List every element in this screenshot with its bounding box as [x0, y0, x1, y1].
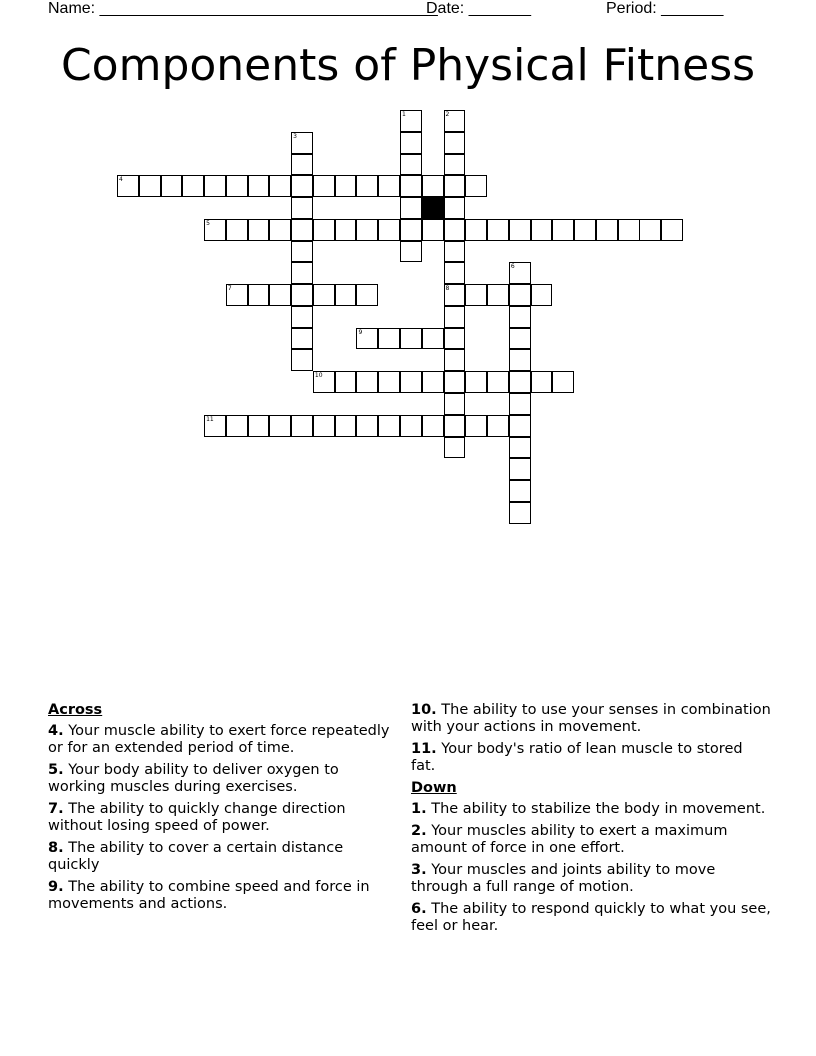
clue-number: 2.	[411, 823, 427, 839]
grid-cell[interactable]	[444, 219, 466, 241]
cell-number: 9	[358, 328, 363, 336]
grid-cell[interactable]	[639, 219, 661, 241]
grid-cell[interactable]	[291, 306, 313, 328]
grid-cell[interactable]	[356, 284, 378, 306]
clue-text: Your muscles ability to exert a maximum amount of force in one effort.	[411, 823, 728, 856]
grid-cell[interactable]	[444, 241, 466, 263]
grid-cell[interactable]	[269, 219, 291, 241]
clue-down-6	[411, 901, 771, 935]
grid-cell[interactable]	[313, 371, 335, 393]
grid-cell[interactable]	[531, 284, 553, 306]
clue-across-5	[48, 762, 393, 796]
clue-text: Your body's ratio of lean muscle to stored fat.	[411, 741, 743, 774]
grid-cell[interactable]	[444, 349, 466, 371]
grid-cell[interactable]	[444, 197, 466, 219]
grid-cell[interactable]	[400, 415, 422, 437]
clue-down-2	[411, 823, 771, 857]
clue-across-8	[48, 840, 393, 874]
grid-cell[interactable]	[552, 219, 574, 241]
grid-cell[interactable]	[509, 262, 531, 284]
down-heading: Down	[411, 780, 457, 796]
grid-cell[interactable]	[444, 154, 466, 176]
grid-cell[interactable]	[226, 415, 248, 437]
grid-cell[interactable]	[487, 284, 509, 306]
grid-cell[interactable]	[531, 219, 553, 241]
grid-cell[interactable]	[444, 393, 466, 415]
grid-cell[interactable]	[509, 284, 531, 306]
grid-cell[interactable]	[422, 175, 444, 197]
grid-cell[interactable]	[182, 175, 204, 197]
grid-cell[interactable]	[291, 197, 313, 219]
grid-cell[interactable]	[552, 371, 574, 393]
date-field-label[interactable]: Date: _______	[426, 0, 531, 17]
grid-cell[interactable]	[422, 328, 444, 350]
grid-cell[interactable]	[248, 415, 270, 437]
grid-cell[interactable]	[248, 175, 270, 197]
grid-cell[interactable]	[574, 219, 596, 241]
grid-block	[422, 197, 444, 219]
grid-cell[interactable]	[465, 415, 487, 437]
grid-cell[interactable]	[291, 241, 313, 263]
clue-number: 5.	[48, 762, 64, 778]
grid-cell[interactable]	[509, 371, 531, 393]
grid-cell[interactable]	[509, 393, 531, 415]
grid-cell[interactable]	[531, 371, 553, 393]
cell-number: 6	[510, 263, 515, 271]
period-field-label[interactable]: Period: _______	[606, 0, 724, 17]
grid-cell[interactable]	[444, 262, 466, 284]
grid-cell[interactable]	[465, 219, 487, 241]
grid-cell[interactable]	[509, 349, 531, 371]
grid-cell[interactable]	[378, 371, 400, 393]
cell-number: 2	[445, 111, 450, 118]
grid-cell[interactable]	[400, 328, 422, 350]
grid-cell[interactable]	[313, 415, 335, 437]
cell-number: 7	[227, 285, 232, 293]
grid-cell[interactable]	[509, 219, 531, 241]
clue-number: 6.	[411, 901, 427, 917]
grid-cell[interactable]	[509, 437, 531, 459]
grid-cell[interactable]	[509, 480, 531, 502]
clue-across-11	[411, 741, 771, 775]
grid-cell[interactable]	[400, 175, 422, 197]
grid-cell[interactable]	[269, 415, 291, 437]
clue-text: The ability to combine speed and force in movements and actions.	[48, 879, 370, 912]
grid-cell[interactable]	[422, 415, 444, 437]
clue-number: 3.	[411, 862, 427, 878]
grid-cell[interactable]	[139, 175, 161, 197]
grid-cell[interactable]	[161, 175, 183, 197]
cell-number: 3	[293, 132, 297, 140]
cell-number: 5	[206, 219, 210, 227]
grid-cell[interactable]	[335, 371, 357, 393]
grid-cell[interactable]	[291, 132, 313, 154]
grid-cell[interactable]	[378, 219, 400, 241]
grid-cell[interactable]	[509, 306, 531, 328]
grid-cell[interactable]	[509, 328, 531, 350]
grid-cell[interactable]	[291, 284, 313, 306]
grid-cell[interactable]	[509, 458, 531, 480]
grid-cell[interactable]	[356, 219, 378, 241]
grid-cell[interactable]	[335, 415, 357, 437]
grid-cell[interactable]	[509, 502, 531, 524]
name-field-label[interactable]: Name: ______________________________________	[48, 0, 438, 17]
grid-cell[interactable]	[335, 175, 357, 197]
grid-cell[interactable]	[661, 219, 683, 241]
grid-cell[interactable]	[291, 175, 313, 197]
grid-cell[interactable]	[444, 415, 466, 437]
grid-cell[interactable]	[465, 284, 487, 306]
grid-cell[interactable]	[465, 175, 487, 197]
across-heading: Across	[48, 702, 103, 718]
grid-cell[interactable]	[444, 371, 466, 393]
clue-down-1	[411, 801, 771, 818]
grid-cell[interactable]	[596, 219, 618, 241]
grid-cell[interactable]	[444, 306, 466, 328]
clue-number: 1.	[411, 801, 427, 817]
grid-cell[interactable]	[400, 371, 422, 393]
grid-cell[interactable]	[335, 284, 357, 306]
clue-number: 10.	[411, 702, 437, 718]
grid-cell[interactable]	[291, 262, 313, 284]
grid-cell[interactable]	[444, 437, 466, 459]
grid-cell[interactable]	[400, 132, 422, 154]
cell-number: 1	[402, 111, 406, 118]
grid-cell[interactable]	[248, 284, 270, 306]
clue-text: The ability to quickly change direction without losing speed of power.	[48, 801, 346, 834]
clue-down-3	[411, 862, 771, 896]
grid-cell[interactable]	[335, 219, 357, 241]
grid-cell[interactable]	[313, 175, 335, 197]
grid-cell[interactable]	[422, 219, 444, 241]
grid-cell[interactable]	[400, 241, 422, 263]
grid-cell[interactable]	[226, 219, 248, 241]
clue-text: Your body ability to deliver oxygen to working muscles during exercises.	[48, 762, 339, 795]
grid-cell[interactable]	[356, 328, 378, 350]
clues-column-right	[411, 702, 771, 940]
grid-cell[interactable]	[400, 154, 422, 176]
grid-cell[interactable]	[444, 175, 466, 197]
clue-number: 9.	[48, 879, 64, 895]
clue-across-7	[48, 801, 393, 835]
cell-number: 4	[119, 176, 123, 184]
grid-cell[interactable]	[487, 219, 509, 241]
grid-cell[interactable]	[204, 415, 226, 437]
grid-cell[interactable]	[444, 328, 466, 350]
grid-cell[interactable]	[204, 175, 226, 197]
grid-cell[interactable]	[248, 219, 270, 241]
grid-cell[interactable]	[444, 132, 466, 154]
grid-cell[interactable]	[378, 328, 400, 350]
grid-cell[interactable]	[117, 175, 139, 197]
clue-text: The ability to respond quickly to what you see, feel or hear.	[411, 901, 771, 934]
clue-across-4	[48, 723, 393, 757]
grid-cell[interactable]	[487, 415, 509, 437]
grid-cell[interactable]	[509, 415, 531, 437]
cell-number: 11	[206, 415, 214, 423]
page-title: Components of Physical Fitness	[60, 40, 756, 91]
grid-cell[interactable]	[444, 284, 466, 306]
clue-across-10	[411, 702, 771, 736]
grid-cell[interactable]	[465, 371, 487, 393]
grid-cell[interactable]	[487, 371, 509, 393]
clue-text: Your muscles and joints ability to move through a full range of motion.	[411, 862, 716, 895]
grid-cell[interactable]	[291, 328, 313, 350]
grid-cell[interactable]	[291, 154, 313, 176]
clue-text: Your muscle ability to exert force repeatedly or for an extended period of time.	[48, 723, 390, 756]
grid-cell[interactable]	[226, 175, 248, 197]
clue-text: The ability to use your senses in combination with your actions in movement.	[411, 702, 771, 735]
grid-cell[interactable]	[400, 110, 422, 132]
grid-cell[interactable]	[291, 415, 313, 437]
grid-cell[interactable]	[378, 175, 400, 197]
grid-cell[interactable]	[291, 219, 313, 241]
cell-number: 10	[314, 372, 323, 380]
clue-number: 7.	[48, 801, 64, 817]
grid-cell[interactable]	[269, 175, 291, 197]
grid-cell[interactable]	[313, 219, 335, 241]
clue-number: 8.	[48, 840, 64, 856]
grid-cell[interactable]	[618, 219, 640, 241]
grid-cell[interactable]	[422, 371, 444, 393]
cell-number: 8	[445, 285, 450, 293]
clue-across-9	[48, 879, 393, 913]
grid-cell[interactable]	[378, 415, 400, 437]
grid-cell[interactable]	[313, 284, 335, 306]
clue-text: The ability to stabilize the body in movement.	[431, 801, 766, 817]
grid-cell[interactable]	[269, 284, 291, 306]
grid-cell[interactable]	[400, 219, 422, 241]
grid-cell[interactable]	[400, 197, 422, 219]
clue-number: 11.	[411, 741, 437, 757]
clues-column-left	[48, 702, 393, 918]
grid-cell[interactable]	[204, 219, 226, 241]
grid-cell[interactable]	[356, 415, 378, 437]
clue-text: The ability to cover a certain distance quickly	[48, 840, 344, 873]
grid-cell[interactable]	[291, 349, 313, 371]
clue-number: 4.	[48, 723, 64, 739]
grid-cell[interactable]	[226, 284, 248, 306]
grid-cell[interactable]	[356, 371, 378, 393]
grid-cell[interactable]	[356, 175, 378, 197]
grid-cell[interactable]	[444, 110, 466, 132]
